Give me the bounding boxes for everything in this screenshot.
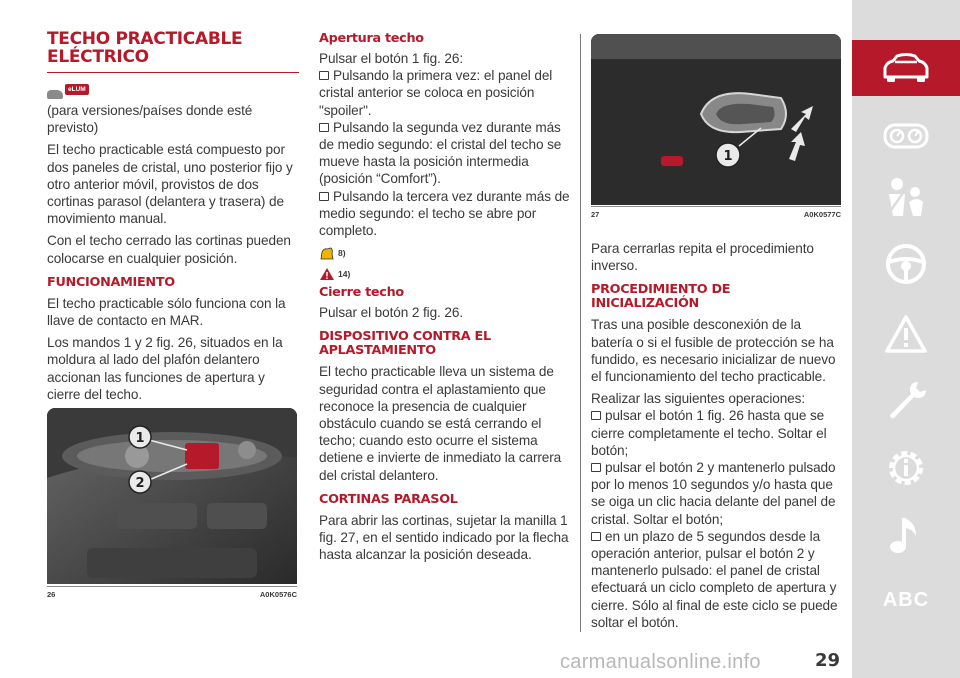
sunblind-handle-illustration (591, 34, 841, 205)
tab-specs[interactable] (862, 440, 950, 496)
wrench-icon (884, 378, 928, 422)
tab-multimedia[interactable] (862, 508, 950, 564)
figure-26-image (47, 408, 297, 584)
callout-1: 1 (135, 431, 145, 446)
gear-info-icon (883, 445, 929, 491)
warning-ref: 14) (319, 265, 571, 282)
paragraph: Para cerrarlas repita el procedimiento inverso. (591, 241, 814, 274)
checkbox-bullet-icon (591, 463, 601, 472)
paragraph: Pulsar el botón 2 fig. 26. (319, 305, 464, 321)
warning-triangle-icon (884, 314, 928, 354)
tab-maintenance[interactable] (862, 372, 950, 428)
roof-control-illustration (47, 408, 297, 584)
steering-wheel-icon (884, 242, 928, 286)
tab-driving[interactable] (862, 236, 950, 292)
heading-inicializacion: PROCEDIMIENTO DE INICIALIZACIÓN (591, 282, 731, 312)
paragraph: Para abrir las cortinas, sujetar la manilla 1 fig. 27, en el sentido indicado por la flecha hasta alcanzar la posición deseada. (319, 512, 569, 563)
callout-1: 1 (723, 149, 733, 164)
watermark: carmanualsonline.info (560, 651, 761, 673)
checkbox-bullet-icon (319, 71, 329, 80)
figure-number: 26 (47, 590, 56, 599)
column-1 (47, 30, 299, 408)
paragraph: Con el techo cerrado las cortinas pueden colocarse en cualquier posición. (47, 233, 291, 266)
column-3 (591, 240, 841, 631)
chapter-sidebar (852, 0, 960, 678)
heading-apertura: Apertura techo (319, 31, 424, 46)
column-divider (580, 34, 581, 632)
paragraph: Realizar las siguientes operaciones: (591, 391, 806, 407)
dashboard-gauges-icon (883, 123, 929, 149)
figure-number: 27 (591, 210, 600, 219)
checkbox-bullet-icon (319, 192, 329, 201)
index-label: ABC (882, 588, 930, 611)
checkbox-bullet-icon (591, 532, 601, 541)
heading-aplastamiento: DISPOSITIVO CONTRA EL APLASTAMIENTO (319, 329, 491, 359)
list-item: Pulsando la primera vez: el panel del cristal anterior se coloca en posición "spoiler". (319, 68, 553, 118)
figure-code: A0K0576C (259, 590, 297, 599)
column-2 (319, 30, 571, 568)
checkbox-bullet-icon (319, 123, 329, 132)
tab-vehicle[interactable] (852, 40, 960, 96)
tab-safety[interactable] (862, 170, 950, 226)
figure-code: A0K0577C (803, 210, 841, 219)
figure-26-caption (47, 590, 297, 599)
lum-badge: eLUM (65, 84, 89, 95)
heading-cortinas: CORTINAS PARASOL (319, 491, 458, 507)
page-title: TECHO PRACTICABLE ELÉCTRICO (47, 30, 299, 73)
tab-emergency[interactable] (862, 306, 950, 362)
divider (591, 206, 841, 207)
paragraph: Los mandos 1 y 2 fig. 26, situados en la moldura al lado del plafón delantero accionan las funciones de apertura y cierre del techo. (47, 335, 283, 402)
tab-instruments[interactable] (862, 108, 950, 164)
list-item: pulsar el botón 2 y mantenerlo pulsado por lo menos 10 segundos y/o hasta que se oiga un clic hacia delante del panel de cristal. Soltar el botón; (591, 460, 836, 527)
list-item: Pulsando la segunda vez durante más de medio segundo: el cristal del techo se mueve hasta la posición intermedia (posición “Comfort”). (319, 119, 562, 187)
paragraph: (para versiones/países donde esté previsto) (47, 103, 253, 136)
list-item: pulsar el botón 1 fig. 26 hasta que se cierre completamente el techo. Soltar el botón; (591, 408, 827, 458)
music-note-icon (886, 514, 926, 558)
figure-27-caption (591, 210, 841, 219)
paragraph: El techo practicable sólo funciona con la llave de contacto en MAR. (47, 295, 286, 329)
car-icon (881, 53, 931, 83)
car-icon (47, 90, 63, 99)
figure-27-image (591, 34, 841, 205)
warning-hand-icon (319, 246, 335, 260)
paragraph: Pulsar el botón 1 fig. 26: (319, 51, 464, 66)
list-item: en un plazo de 5 segundos desde la operación anterior, pulsar el botón 2 y mantenerlo pulsado: el panel de cristal efectuará un ciclo completo de apertura y cierre. Sólo al final de este ciclo se puede soltar el botón. (591, 528, 838, 630)
callout-2: 2 (135, 476, 145, 491)
list-item: Pulsando la tercera vez durante más de medio segundo: el techo se abre por completo. (319, 188, 570, 239)
paragraph: Tras una posible desconexión de la batería o si el fusible de protección se ha fundido, es necesario inicializar de nuevo el funcionamiento del techo practicable. (591, 317, 836, 385)
paragraph: El techo practicable está compuesto por dos paneles de cristal, uno posterior fijo y otro anterior móvil, provistos de dos cortinas parasol (delantera y trasera) de movimiento manual. (47, 142, 293, 227)
page-number: 29 (815, 650, 841, 671)
warning-ref: 8) (319, 244, 571, 261)
divider (47, 586, 297, 587)
roof-switch (185, 443, 219, 469)
checkbox-bullet-icon (591, 411, 601, 420)
seatbelt-passenger-icon (883, 176, 929, 220)
heading-cierre: Cierre techo (319, 285, 404, 301)
paragraph: El techo practicable lleva un sistema de seguridad contra el aplastamiento que reconoce la presencia de cualquier obstáculo cuando se está cerrando el techo; cuando esto ocurre el sistema detiene e invierte de inmediato la carrera del cristal delantero. (319, 364, 562, 483)
version-badge (47, 82, 299, 100)
tab-index[interactable] (862, 572, 950, 628)
heading-funcionamiento: FUNCIONAMIENTO (47, 274, 175, 290)
warning-triangle-icon (319, 267, 335, 281)
